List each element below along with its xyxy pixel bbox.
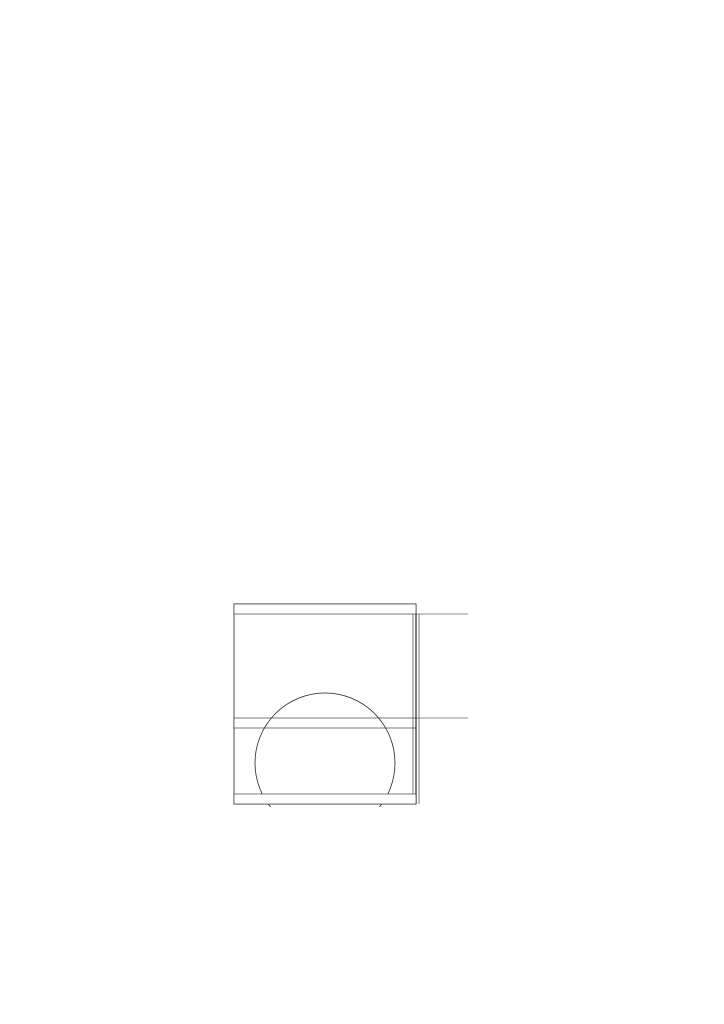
figure-caption bbox=[288, 831, 319, 846]
backfill-diagram bbox=[228, 602, 518, 807]
